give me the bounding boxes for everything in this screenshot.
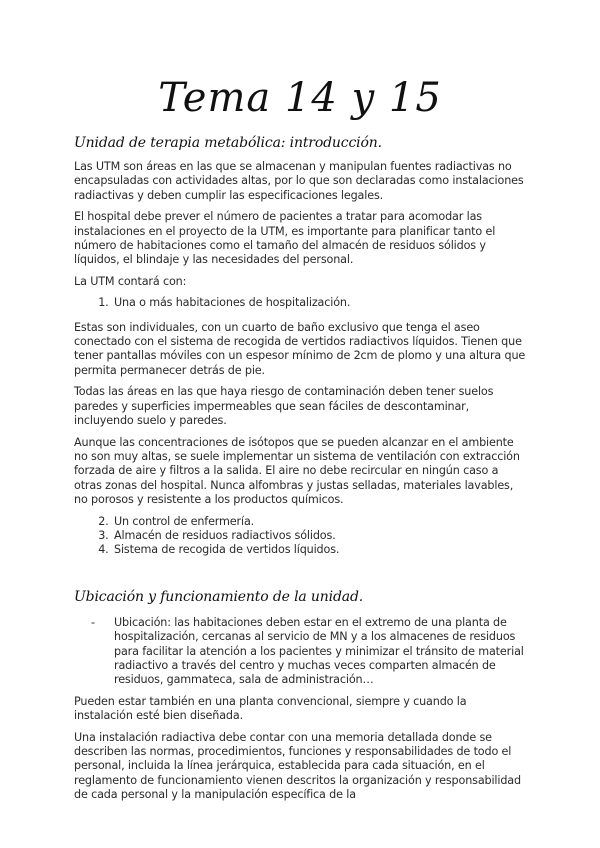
- paragraph: Todas las áreas en las que haya riesgo de contaminación deben tener suelos paredes y superficies impermeables que sean fáciles de descontaminar, incluyendo suelo y paredes.: [74, 385, 494, 428]
- list-item: 3. Almacén de residuos radiactivos sólidos.: [112, 529, 526, 543]
- paragraph: La UTM contará con:: [74, 274, 187, 288]
- section-heading-intro: Unidad de terapia metabólica: introducción.: [74, 135, 382, 151]
- list-item: 4. Sistema de recogida de vertidos líquidos.: [112, 543, 526, 557]
- paragraph: Una instalación radiactiva debe contar con una memoria detallada donde se describen las normas, procedimientos, funciones y responsabilidades de todo el personal, incluida la línea jerárquica, establecida para cada situación, en el reglamento de funcionamiento vienen descritos la organización y responsabilidad de cada personal y la manipulación específica de la: [74, 730, 521, 802]
- page-title: Tema 14 y 15: [158, 75, 442, 121]
- document-body: [74, 134, 526, 810]
- dash-bullet: -: [91, 615, 95, 629]
- dash-list-item: [74, 616, 526, 688]
- paragraph: Pueden estar también en una planta convencional, siempre y cuando la instalación esté bien diseñada.: [74, 694, 467, 723]
- paragraph: Las UTM son áreas en las que se almacenan y manipulan fuentes radiactivas no encapsuladas con actividades altas, por lo que son declaradas como instalaciones radiactivas y deben cumplir las especificaciones legales.: [74, 160, 524, 202]
- paragraph: Aunque las concentraciones de isótopos que se pueden alcanzar en el ambiente no son muy altas, se suele implementar un sistema de ventilación con extracción forzada de aire y filtros a la salida. El aire no debe recircular en ningún caso a otras zonas del hospital. Nunca alfombras y justas selladas, materiales lavables, no porosos y resistente a los productos químicos.: [74, 435, 520, 507]
- list-item-text: Ubicación: las habitaciones deben estar en el extremo de una planta de hospitalización, cercanas al servicio de MN y a los almacenes de residuos para facilitar la atención a los pacientes y minimizar el tránsito de material radiactivo a través del centro y muchas veces comparten almacén de residuos, gammateca, sala de administración…: [114, 615, 524, 687]
- list-item: 2. Un control de enfermería.: [112, 515, 526, 529]
- numbered-list: [74, 296, 526, 310]
- paragraph: Estas son individuales, con un cuarto de baño exclusivo que tenga el aseo conectado con el sistema de recogida de vertidos radiactivos líquidos. Tienen que tener pantallas móviles con un espesor mínimo de 2cm de plomo y una altura que permita permanecer detrás de pie.: [74, 320, 526, 377]
- numbered-list: [74, 515, 526, 558]
- list-item: 1. Una o más habitaciones de hospitalización.: [112, 296, 526, 310]
- section-heading-location: Ubicación y funcionamiento de la unidad.: [74, 588, 364, 605]
- paragraph: El hospital debe prever el número de pacientes a tratar para acomodar las instalaciones en el proyecto de la UTM, es importante para planificar tanto el número de habitaciones como el tamaño del almacén de residuos sólidos y líquidos, el blindaje y las necesidades del personal.: [74, 210, 496, 267]
